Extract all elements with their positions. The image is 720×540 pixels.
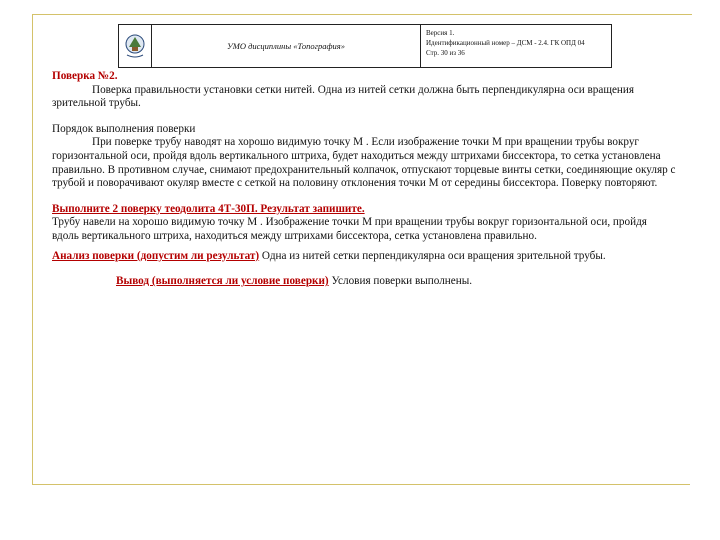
header-page: Стр. 30 из 36 (426, 49, 465, 57)
page-border-left (32, 14, 33, 484)
document-header (118, 24, 612, 68)
page-border-top (32, 14, 692, 15)
conclusion-text: Условия поверки выполнены. (328, 275, 473, 288)
conclusion-paragraph (52, 275, 676, 289)
emblem-logo-icon (119, 25, 152, 67)
procedure-paragraph: При поверке трубу наводят на хорошо видимую точку М . Если изображение точки М при вращении трубы вокруг горизонтальной оси, пройдя вдоль вертикального штриха, будет находиться между штрихами биссектора, то сетка установлена правильно. В противном случае, снимают предохранительный колпачок, отпускают торцевые винты сетки, соединяющие окуляр с трубой и поворачивают окуляр вместе с сеткой на половину отклонения точки М от середины биссектора. Поверку повторяют. (52, 136, 676, 190)
page-border-bottom (32, 484, 690, 485)
header-id-number: Идентификационный номер – ДСМ - 2.4. ГК ОПД 04 (426, 39, 585, 47)
section-heading: Поверка №2. (52, 70, 118, 82)
document-body (52, 70, 676, 289)
header-title: УМО дисциплины «Топография» (152, 25, 421, 67)
analysis-text: Одна из нитей сетки перпендикулярна оси вращения зрительной трубы. (259, 249, 606, 262)
procedure-title: Порядок выполнения поверки (52, 122, 196, 135)
task-label: Выполните 2 поверку теодолита 4Т-30П. Результат запишите. (52, 202, 365, 215)
analysis-paragraph (52, 250, 676, 264)
intro-paragraph: Поверка правильности установки сетки нитей. Одна из нитей сетки должна быть перпендикулярна оси вращения зрительной трубы. (52, 83, 635, 110)
analysis-label: Анализ поверки (допустим ли результат) (52, 249, 260, 262)
header-version: Версия 1. (426, 29, 455, 37)
result-paragraph: Трубу навели на хорошо видимую точку М . Изображение точки М при вращении трубы вокруг горизонтальной оси, пройдя вдоль вертикального штриха, находиться между штрихами биссектора, сетка установлена правильно. (52, 216, 647, 242)
conclusion-label: Вывод (выполняется ли условие поверки) (116, 275, 329, 288)
header-meta (421, 25, 611, 67)
